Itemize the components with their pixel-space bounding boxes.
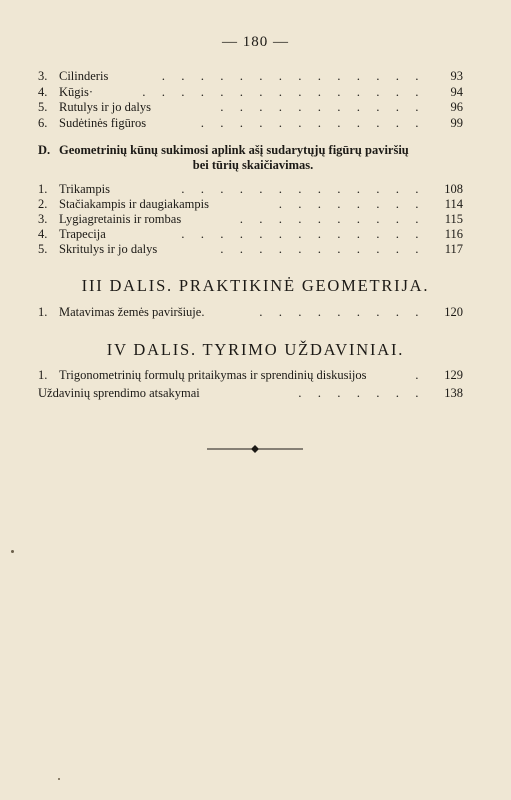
entry-title: Sudėtinės figūros	[59, 116, 147, 130]
toc-entry	[38, 367, 463, 383]
entry-page: 120	[444, 305, 463, 319]
entry-title: Matavimas žemės paviršiuje.	[59, 305, 205, 319]
dot-leader: . . . . . . . . .	[259, 304, 425, 319]
ornament-divider	[205, 444, 305, 454]
entry-number: 3.	[38, 69, 48, 83]
entry-page: 108	[444, 182, 463, 196]
entry-page: 138	[444, 386, 463, 400]
dot-leader: . . . . . . . . . . . . . . .	[142, 84, 425, 99]
entry-title: Skritulys ir jo dalys	[59, 242, 158, 256]
toc-entry	[38, 196, 463, 212]
entry-page: 99	[450, 116, 463, 130]
dot-leader: . . . . . . . . . . . . .	[181, 226, 425, 241]
entry-title: Cilinderis	[59, 69, 109, 83]
toc-entry	[38, 241, 463, 257]
toc-entry	[38, 181, 463, 197]
section-title-line-2: bei tūrių skaičiavimas.	[192, 158, 314, 172]
dot-leader: . . . . . . . . . . . . . .	[161, 68, 425, 83]
dot-leader: . . . . . . . .	[278, 196, 425, 211]
dot-leader: . . . . . . .	[298, 385, 425, 400]
entry-number: 3.	[38, 212, 48, 226]
dot-leader: .	[415, 367, 425, 382]
part-iv-heading: IV DALIS. TYRIMO UŽDAVINIAI.	[106, 340, 405, 359]
entry-title: Rutulys ir jo dalys	[59, 100, 152, 114]
part-iii-heading: III DALIS. PRAKTIKINĖ GEOMETRIJA.	[81, 276, 430, 295]
toc-entry	[38, 115, 463, 131]
entry-number: 6.	[38, 116, 48, 130]
entry-title: Uždavinių sprendimo atsakymai	[38, 386, 200, 400]
toc-entry	[38, 211, 463, 227]
toc-entry	[38, 84, 463, 100]
entry-number: 1.	[38, 368, 48, 382]
entry-title: Trikampis	[59, 182, 110, 196]
entry-title: Trapecija	[59, 227, 106, 241]
section-letter: D.	[38, 143, 51, 157]
entry-title: Trigonometrinių formulų pritaikymas ir sprendinių diskusijos	[59, 368, 367, 382]
entry-number: 4.	[38, 227, 48, 241]
dot-leader: . . . . . . . . . . . .	[200, 115, 425, 130]
entry-title: Lygiagretainis ir rombas	[59, 212, 182, 226]
entry-page: 96	[450, 100, 463, 114]
entry-page: 115	[444, 212, 463, 226]
entry-page: 117	[444, 242, 463, 256]
entry-page: 116	[444, 227, 463, 241]
entry-number: 4.	[38, 85, 48, 99]
entry-page: 129	[444, 368, 463, 382]
entry-number: 2.	[38, 197, 48, 211]
entry-number: 1.	[38, 305, 48, 319]
entry-title: Stačiakampis ir daugiakampis	[59, 197, 209, 211]
toc-entry	[38, 99, 463, 115]
entry-page: 94	[450, 85, 463, 99]
dot-leader: . . . . . . . . . .	[239, 211, 425, 226]
toc-entry	[38, 304, 463, 320]
toc-entry	[38, 68, 463, 84]
dot-leader: . . . . . . . . . . .	[220, 241, 425, 256]
entry-number: 5.	[38, 242, 48, 256]
toc-entry	[38, 226, 463, 242]
entry-number: 5.	[38, 100, 48, 114]
paper-speck	[11, 550, 14, 553]
entry-title: Kūgis·	[59, 85, 94, 99]
entry-page: 93	[450, 69, 463, 83]
dot-leader: . . . . . . . . . . . . .	[181, 181, 425, 196]
dot-leader: . . . . . . . . . . .	[220, 99, 425, 114]
entry-number: 1.	[38, 182, 48, 196]
section-title-line-1: Geometrinių kūnų sukimosi aplink ašį sudarytųjų figūrų paviršių	[59, 143, 409, 157]
paper-speck	[58, 778, 60, 780]
entry-page: 114	[444, 197, 463, 211]
toc-entry	[38, 385, 463, 401]
page-number: — 180 —	[222, 34, 289, 50]
